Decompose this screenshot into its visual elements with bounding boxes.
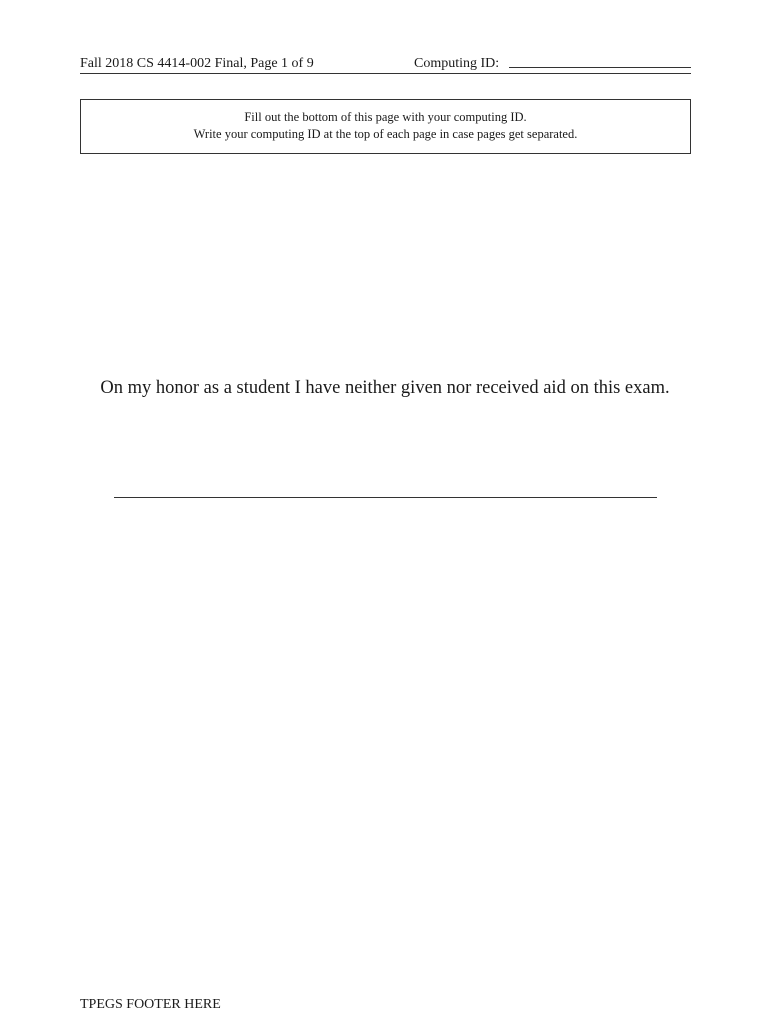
computing-id-label: Computing ID:	[414, 56, 500, 71]
page-footer: TPEGS FOOTER HERE	[80, 997, 221, 1012]
honor-statement: On my honor as a student I have neither given nor received aid on this exam.	[100, 378, 670, 398]
instruction-line-2: Write your computing ID at the top of each page in case pages get separated.	[193, 127, 578, 141]
instruction-box	[80, 99, 691, 154]
computing-id-blank[interactable]	[509, 67, 691, 68]
header-rule	[80, 73, 691, 74]
exam-info-header: Fall 2018 CS 4414-002 Final, Page 1 of 9	[80, 56, 314, 71]
instruction-line-1: Fill out the bottom of this page with your computing ID.	[244, 110, 527, 124]
signature-line[interactable]	[114, 497, 657, 498]
